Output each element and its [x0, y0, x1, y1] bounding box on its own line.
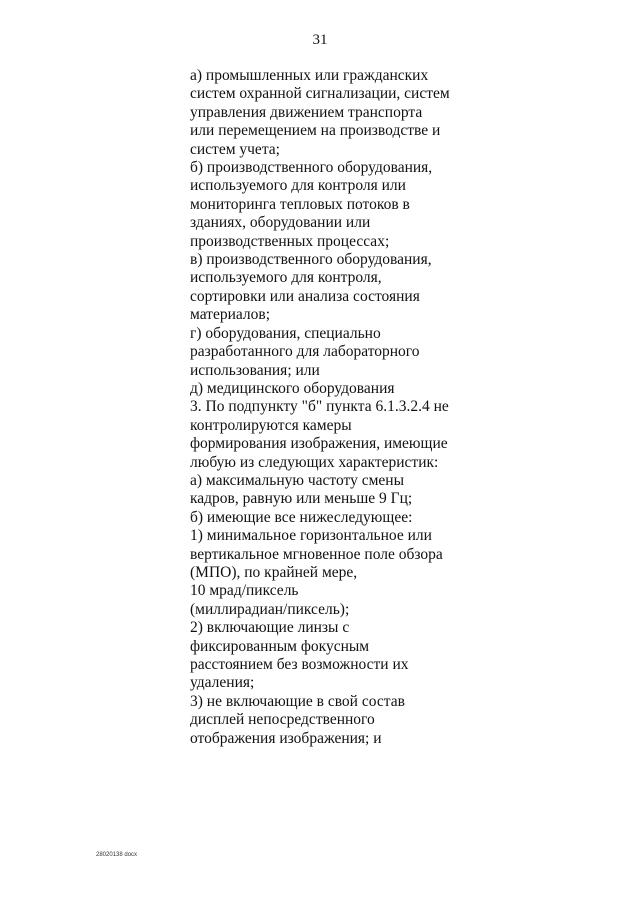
text-line: а) промышленных или гражданских — [190, 67, 429, 84]
text-line: использования; или — [190, 361, 320, 379]
text-line: 3. По подпункту "б" пункта 6.1.3.2.4 не — [190, 398, 449, 416]
text-line: 3) не включающие в свой состав — [190, 692, 405, 710]
text-line: систем охранной сигнализации, систем — [190, 85, 450, 103]
text-line: вертикальное мгновенное поле обзора — [190, 545, 443, 563]
text-line: используемого для контроля или — [190, 177, 406, 195]
text-line: контролируются камеры — [190, 416, 352, 434]
text-line: в) производственного оборудования, — [190, 251, 432, 269]
text-line: д) медицинского оборудования — [190, 379, 395, 397]
text-line: управления движением транспорта — [190, 103, 423, 121]
text-line: материалов; — [190, 306, 271, 324]
text-line: (МПО), по крайней мере, — [190, 563, 358, 581]
text-line: любую из следующих характеристик: — [190, 453, 439, 471]
page-number: 31 — [312, 32, 328, 48]
text-line: производственных процессах; — [190, 232, 390, 250]
text-line: (миллирадиан/пиксель); — [190, 600, 350, 618]
text-line: расстоянием без возможности их — [190, 656, 409, 673]
text-line: 10 мрад/пиксель — [190, 582, 299, 600]
text-line: отображения изображения; и — [190, 729, 382, 747]
text-line: зданиях, оборудовании или — [190, 214, 371, 232]
text-line: систем учета; — [190, 140, 280, 158]
text-line: используемого для контроля, — [190, 269, 382, 287]
text-line: формирования изображения, имеющие — [190, 435, 448, 453]
text-line: б) имеющие все нижеследующее: — [190, 508, 413, 526]
text-line: 1) минимальное горизонтальное или — [190, 527, 432, 545]
text-line: дисплей непосредственного — [190, 711, 375, 729]
text-line: 2) включающие линзы с — [190, 619, 350, 637]
footer-file-code: 28020138 docx — [96, 852, 138, 858]
text-line: кадров, равную или меньше 9 Гц; — [190, 490, 413, 508]
text-line: или перемещением на производстве и — [190, 122, 441, 140]
text-line: г) оборудования, специально — [190, 324, 381, 342]
text-line: а) максимальную частоту смены — [190, 471, 404, 489]
text-line: б) производственного оборудования, — [190, 159, 433, 177]
document-body — [190, 67, 480, 748]
text-line: удаления; — [190, 674, 255, 692]
text-line: фиксированным фокусным — [190, 637, 370, 655]
text-line: разработанного для лабораторного — [190, 343, 420, 361]
text-line: мониторинга тепловых потоков в — [190, 195, 410, 213]
text-line: сортировки или анализа состояния — [190, 287, 420, 305]
